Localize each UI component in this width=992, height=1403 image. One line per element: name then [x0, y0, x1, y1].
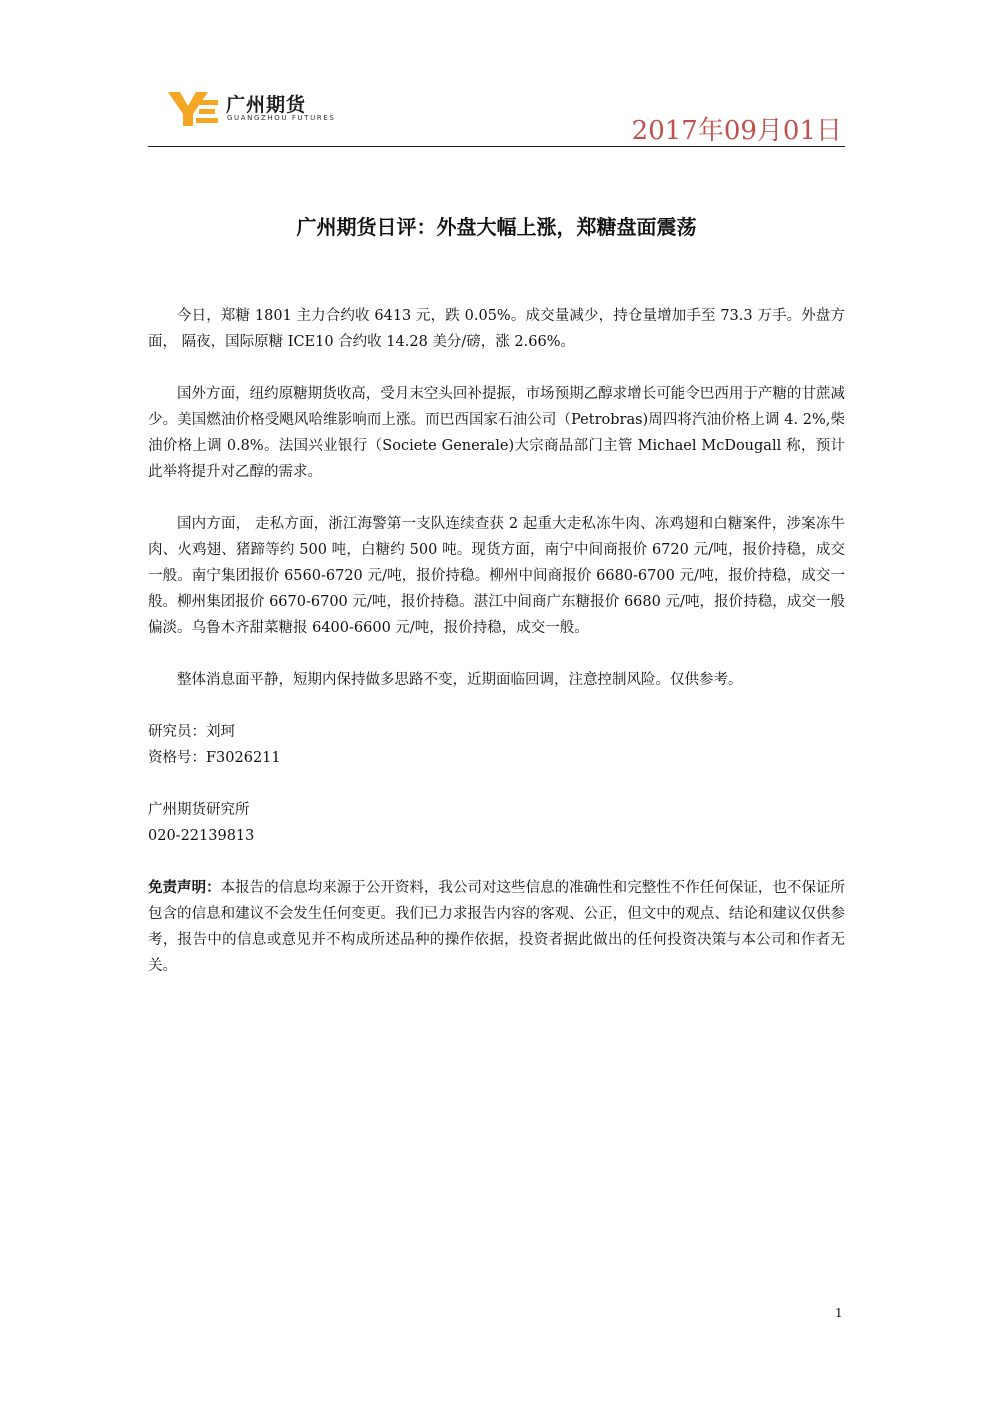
company-logo — [166, 88, 346, 128]
researcher-name: 研究员：刘珂 — [148, 724, 235, 740]
researcher-license: 资格号：F3026211 — [148, 750, 281, 766]
disclaimer-label: 免责声明： — [148, 879, 221, 896]
paragraph-market-summary: 今日，郑糖 1801 主力合约收 6413 元，跌 0.05%。成交量减少，持仓量增加手至 73.3 万手。外盘方面， 隔夜，国际原糖 ICE10 合约收 14.28 美分/磅，涨 2.66%。 — [148, 308, 845, 350]
paragraph-domestic: 国内方面， 走私方面，浙江海警第一支队连续查获 2 起重大走私冻牛肉、冻鸡翅和白糖案件，涉案冻牛肉、火鸡翅、猪蹄等约 500 吨，白糖约 500 吨。现货方面，南宁中间商报价 6720 元/吨，报价持稳，成交一般。南宁集团报价 6560-6720 元/吨，报价持稳。柳州中间商报价 6680-6700 元/吨，报价持稳，成交一般。柳州集团报价 6670-6700 元/吨，报价持稳。湛江中间商广东糖报价 6680 元/吨，报价持稳，成交一般偏淡。乌鲁木齐甜菜糖报 6400-6600 元/吨，报价持稳，成交一般。 — [148, 516, 845, 636]
logo-company-name: 广州期货 — [226, 94, 307, 116]
logo-company-subtitle: GUANGZHOU FUTURES — [227, 114, 336, 122]
page-number: 1 — [835, 1306, 843, 1320]
guangzhou-futures-logo-icon — [166, 88, 222, 128]
paragraph-outlook: 整体消息面平静，短期内保持做多思路不变，近期面临回调，注意控制风险。仅供参考。 — [177, 672, 743, 688]
institute-info — [148, 797, 845, 849]
report-date: 2017年09月01日 — [631, 116, 842, 146]
disclaimer — [148, 875, 845, 979]
disclaimer-text: 本报告的信息均来源于公开资料，我公司对这些信息的准确性和完整性不作任何保证，也不保证所包含的信息和建议不会发生任何变更。我们已力求报告内容的客观、公正，但文中的观点、结论和建议仅供参考，报告中的信息或意见并不构成所述品种的操作依据，投资者据此做出的任何投资决策与本公司和作者无关。 — [148, 880, 845, 974]
institute-name: 广州期货研究所 — [148, 802, 250, 818]
report-body — [148, 303, 845, 979]
report-title: 广州期货日评：外盘大幅上涨，郑糖盘面震荡 — [296, 215, 697, 239]
header-divider — [148, 146, 845, 147]
researcher-info — [148, 719, 845, 771]
paragraph-international: 国外方面，纽约原糖期货收高，受月末空头回补提振，市场预期乙醇求增长可能令巴西用于产糖的甘蔗减少。美国燃油价格受飓风哈维影响而上涨。而巴西国家石油公司（Petrobras)周四将汽油价格上调 4. 2%,柴油价格上调 0.8%。法国兴业银行（Societe Generale)大宗商品部门主管 Michael McDougall 称，预计此举将提升对乙醇的需求。 — [148, 386, 845, 480]
institute-phone: 020-22139813 — [148, 828, 255, 844]
